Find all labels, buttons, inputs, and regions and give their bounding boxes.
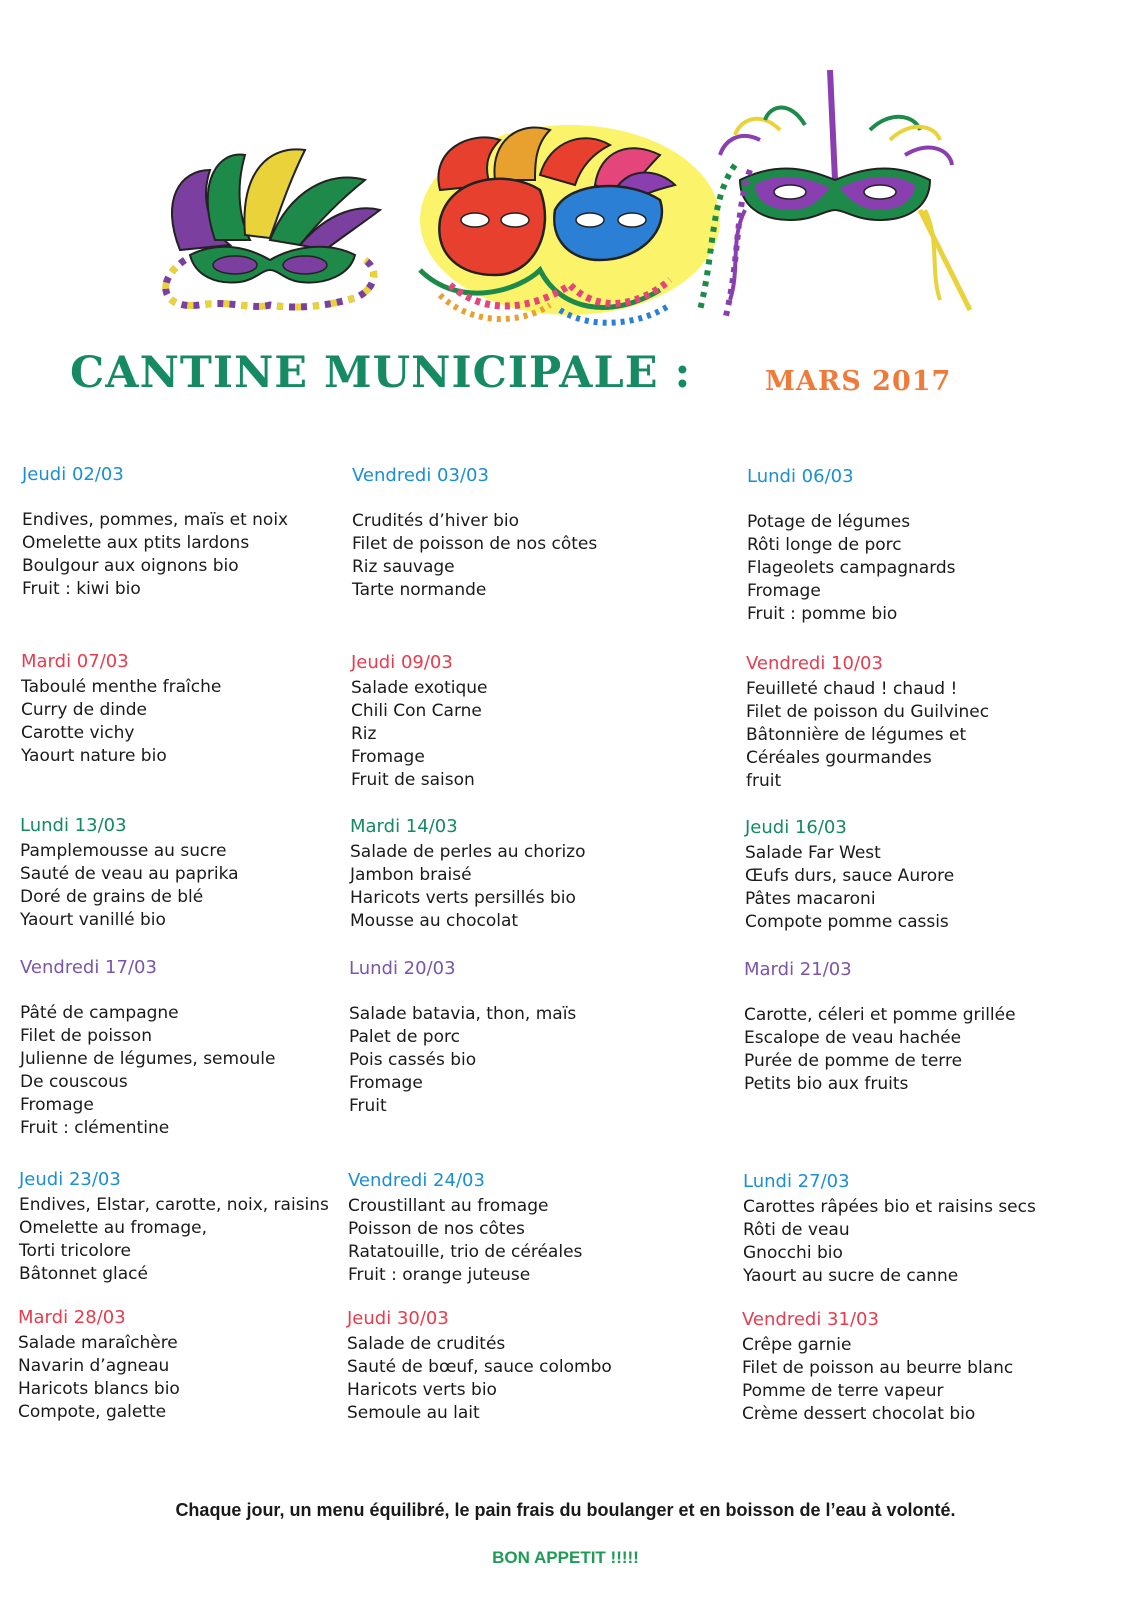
dish-list xyxy=(18,1332,378,1424)
dish-list xyxy=(742,1334,1102,1426)
day-block xyxy=(22,463,382,601)
dish-item: Pâtes macaroni xyxy=(745,889,876,909)
dish-item: Salade batavia, thon, maïs xyxy=(349,1004,577,1024)
dish-item: Riz xyxy=(351,724,377,744)
dish-item: Escalope de veau hachée xyxy=(744,1028,962,1048)
dish-item: Yaourt vanillé bio xyxy=(20,910,166,930)
dish-item: Salade maraîchère xyxy=(18,1333,178,1353)
day-title: Vendredi 10/03 xyxy=(746,653,883,674)
dish-item: Semoule au lait xyxy=(347,1403,480,1423)
day-block xyxy=(347,1307,707,1425)
dish-list xyxy=(347,1333,707,1425)
day-block xyxy=(746,652,1106,793)
day-block xyxy=(21,650,381,768)
dish-item: Poisson de nos côtes xyxy=(348,1219,525,1239)
day-block xyxy=(18,1306,378,1424)
dish-item: Œufs durs, sauce Aurore xyxy=(745,866,955,886)
dish-list xyxy=(20,840,380,932)
dish-item: Yaourt nature bio xyxy=(21,746,167,766)
day-block xyxy=(744,958,1104,1096)
dish-item: Bâtonnière de légumes et xyxy=(746,725,967,745)
dish-item: Pamplemousse au sucre xyxy=(20,841,227,861)
dish-item: Haricots verts bio xyxy=(347,1380,497,1400)
dish-item: Bâtonnet glacé xyxy=(19,1264,148,1284)
day-title: Vendredi 24/03 xyxy=(348,1170,485,1191)
day-title: Jeudi 02/03 xyxy=(22,464,124,485)
dish-item: Fruit xyxy=(349,1096,387,1116)
day-title: Mardi 21/03 xyxy=(744,959,852,980)
dish-item: Endives, pommes, maïs et noix xyxy=(22,510,289,530)
dish-item: Petits bio aux fruits xyxy=(744,1074,909,1094)
dish-list xyxy=(744,1004,1104,1096)
day-block xyxy=(350,815,710,933)
middle-masks-icon xyxy=(420,125,720,323)
dish-item: Sauté de veau au paprika xyxy=(20,864,239,884)
day-title: Jeudi 09/03 xyxy=(351,652,453,673)
dish-list xyxy=(349,1003,709,1118)
day-title: Mardi 28/03 xyxy=(18,1307,126,1328)
dish-list xyxy=(743,1196,1103,1288)
dish-list xyxy=(22,509,382,601)
left-mask-icon xyxy=(166,149,380,307)
day-title: Vendredi 03/03 xyxy=(352,465,489,486)
dish-item: Omelette aux ptits lardons xyxy=(22,533,250,553)
dish-item: Mousse au chocolat xyxy=(350,911,519,931)
dish-item: Pomme de terre vapeur xyxy=(742,1381,944,1401)
dish-item: Flageolets campagnards xyxy=(747,558,956,578)
dish-item: Palet de porc xyxy=(349,1027,460,1047)
dish-item: Compote pomme cassis xyxy=(745,912,949,932)
dish-list xyxy=(19,1194,379,1286)
dish-item: Pois cassés bio xyxy=(349,1050,477,1070)
month-label: MARS 2017 xyxy=(765,366,952,397)
dish-item: Filet de poisson au beurre blanc xyxy=(742,1358,1014,1378)
dish-item: Sauté de bœuf, sauce colombo xyxy=(347,1357,612,1377)
dish-item: Jambon braisé xyxy=(350,865,472,885)
dish-item: Potage de légumes xyxy=(747,512,911,532)
dish-item: Fromage xyxy=(20,1095,94,1115)
dish-list xyxy=(747,511,1107,626)
dish-item: Filet de poisson de nos côtes xyxy=(352,534,598,554)
dish-item: Feuilleté chaud ! chaud ! xyxy=(746,679,958,699)
day-title: Mardi 07/03 xyxy=(21,651,129,672)
day-title: Lundi 27/03 xyxy=(743,1171,850,1192)
dish-item: Fruit : clémentine xyxy=(20,1118,170,1138)
dish-item: Yaourt au sucre de canne xyxy=(743,1266,959,1286)
footer-note: Chaque jour, un menu équilibré, le pain frais du boulanger et en boisson de l’eau à volonté. xyxy=(175,1500,956,1520)
dish-item: Fromage xyxy=(351,747,425,767)
dish-item: Fromage xyxy=(349,1073,423,1093)
day-title: Vendredi 31/03 xyxy=(742,1309,879,1330)
dish-item: Crêpe garnie xyxy=(742,1335,852,1355)
dish-list xyxy=(746,678,1106,793)
day-block xyxy=(352,464,712,602)
day-title: Jeudi 23/03 xyxy=(19,1169,121,1190)
day-block xyxy=(743,1170,1103,1288)
closing-message: BON APPETIT !!!!! xyxy=(492,1548,639,1567)
dish-item: Carottes râpées bio et raisins secs xyxy=(743,1197,1036,1217)
day-title: Vendredi 17/03 xyxy=(20,957,157,978)
dish-item: Carotte, céleri et pomme grillée xyxy=(744,1005,1016,1025)
dish-item: Fruit de saison xyxy=(351,770,475,790)
day-title: Lundi 20/03 xyxy=(349,958,456,979)
day-title: Jeudi 30/03 xyxy=(347,1308,449,1329)
dish-item: Salade de perles au chorizo xyxy=(350,842,586,862)
carnival-masks-illustration xyxy=(140,70,1000,350)
dish-item: Compote, galette xyxy=(18,1402,167,1422)
day-block xyxy=(20,814,380,932)
dish-item: Boulgour aux oignons bio xyxy=(22,556,239,576)
dish-item: Carotte vichy xyxy=(21,723,135,743)
dish-item: Tarte normande xyxy=(352,580,487,600)
dish-item: Fruit : pomme bio xyxy=(747,604,898,624)
dish-item: Céréales gourmandes xyxy=(746,748,932,768)
dish-item: Crudités d’hiver bio xyxy=(352,511,520,531)
dish-item: De couscous xyxy=(20,1072,128,1092)
dish-item: Filet de poisson du Guilvinec xyxy=(746,702,990,722)
dish-item: Haricots verts persillés bio xyxy=(350,888,576,908)
dish-item: Fruit : orange juteuse xyxy=(348,1265,531,1285)
dish-item: Fruit : kiwi bio xyxy=(22,579,141,599)
dish-item: Gnocchi bio xyxy=(743,1243,843,1263)
day-block xyxy=(351,651,711,792)
dish-list xyxy=(20,1002,380,1140)
dish-item: Salade exotique xyxy=(351,678,488,698)
dish-item: Riz sauvage xyxy=(352,557,455,577)
day-title: Jeudi 16/03 xyxy=(745,817,847,838)
dish-item: Endives, Elstar, carotte, noix, raisins xyxy=(19,1195,329,1215)
day-block xyxy=(747,465,1107,626)
dish-list xyxy=(350,841,710,933)
dish-item: Navarin d’agneau xyxy=(18,1356,170,1376)
dish-item: Ratatouille, trio de céréales xyxy=(348,1242,583,1262)
dish-item: Filet de poisson xyxy=(20,1026,152,1046)
dish-item: Taboulé menthe fraîche xyxy=(21,677,222,697)
dish-item: Doré de grains de blé xyxy=(20,887,204,907)
dish-item: Fromage xyxy=(747,581,821,601)
dish-item: Haricots blancs bio xyxy=(18,1379,180,1399)
day-title: Lundi 06/03 xyxy=(747,466,854,487)
right-mask-icon xyxy=(700,70,970,320)
dish-item: Torti tricolore xyxy=(19,1241,132,1261)
dish-item: Salade Far West xyxy=(745,843,881,863)
dish-item: Curry de dinde xyxy=(21,700,147,720)
day-block xyxy=(348,1169,708,1287)
dish-item: Croustillant au fromage xyxy=(348,1196,549,1216)
dish-list xyxy=(21,676,381,768)
day-title: Lundi 13/03 xyxy=(20,815,127,836)
dish-list xyxy=(351,677,711,792)
dish-item: Pâté de campagne xyxy=(20,1003,179,1023)
dish-item: Salade de crudités xyxy=(347,1334,506,1354)
dish-item: Julienne de légumes, semoule xyxy=(20,1049,276,1069)
dish-item: Chili Con Carne xyxy=(351,701,482,721)
dish-list xyxy=(348,1195,708,1287)
dish-item: Rôti longe de porc xyxy=(747,535,902,555)
dish-item: Purée de pomme de terre xyxy=(744,1051,963,1071)
day-block xyxy=(742,1308,1102,1426)
day-block xyxy=(349,957,709,1118)
day-title: Mardi 14/03 xyxy=(350,816,458,837)
dish-list xyxy=(352,510,712,602)
dish-item: Crème dessert chocolat bio xyxy=(742,1404,976,1424)
day-block xyxy=(19,1168,379,1286)
day-block xyxy=(20,956,380,1140)
dish-item: Omelette au fromage, xyxy=(19,1218,208,1238)
dish-item: Rôti de veau xyxy=(743,1220,850,1240)
page-title: CANTINE MUNICIPALE : xyxy=(70,348,692,398)
day-block xyxy=(745,816,1105,934)
dish-item: fruit xyxy=(746,771,782,791)
dish-list xyxy=(745,842,1105,934)
